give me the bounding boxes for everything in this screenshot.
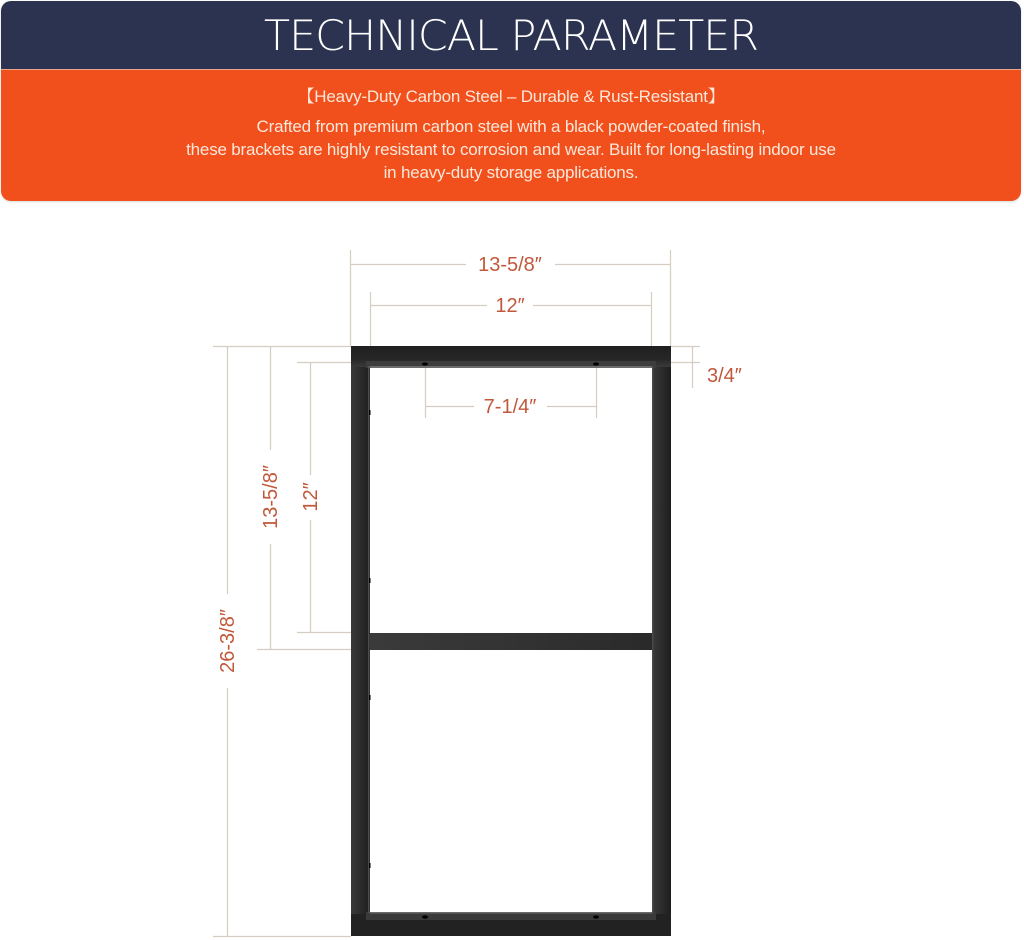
bracket-frame (351, 346, 671, 936)
page-title: TECHNICAL PARAMETER (263, 11, 759, 60)
description-line-2: these brackets are highly resistant to corrosion and wear. Built for long-lasting indoor use (186, 140, 836, 159)
total-height-label: 26-3/8″ (217, 609, 239, 673)
side-slot (369, 695, 371, 700)
upper-inner-height-label: 12″ (300, 482, 322, 512)
description-line-3: in heavy-duty storage applications. (383, 163, 639, 182)
side-slot (369, 863, 371, 868)
outer-width-label: 13-5/8″ (478, 254, 542, 276)
bar-thickness-label: 3/4″ (707, 365, 742, 387)
side-slot (369, 578, 371, 583)
mount-hole (422, 362, 428, 365)
upper-outer-height-label: 13-5/8″ (260, 465, 282, 529)
mount-hole (593, 362, 599, 365)
inner-width-label: 12″ (495, 295, 525, 317)
description-line-1: Crafted from premium carbon steel with a black powder-coated finish, (256, 117, 766, 136)
material-subtitle: 【Heavy-Duty Carbon Steel – Durable & Rust-Resistant】 (297, 87, 725, 106)
mount-hole (593, 915, 599, 918)
hole-spacing-label: 7-1/4″ (483, 396, 537, 418)
side-slot (369, 410, 371, 415)
mount-hole (422, 915, 428, 918)
